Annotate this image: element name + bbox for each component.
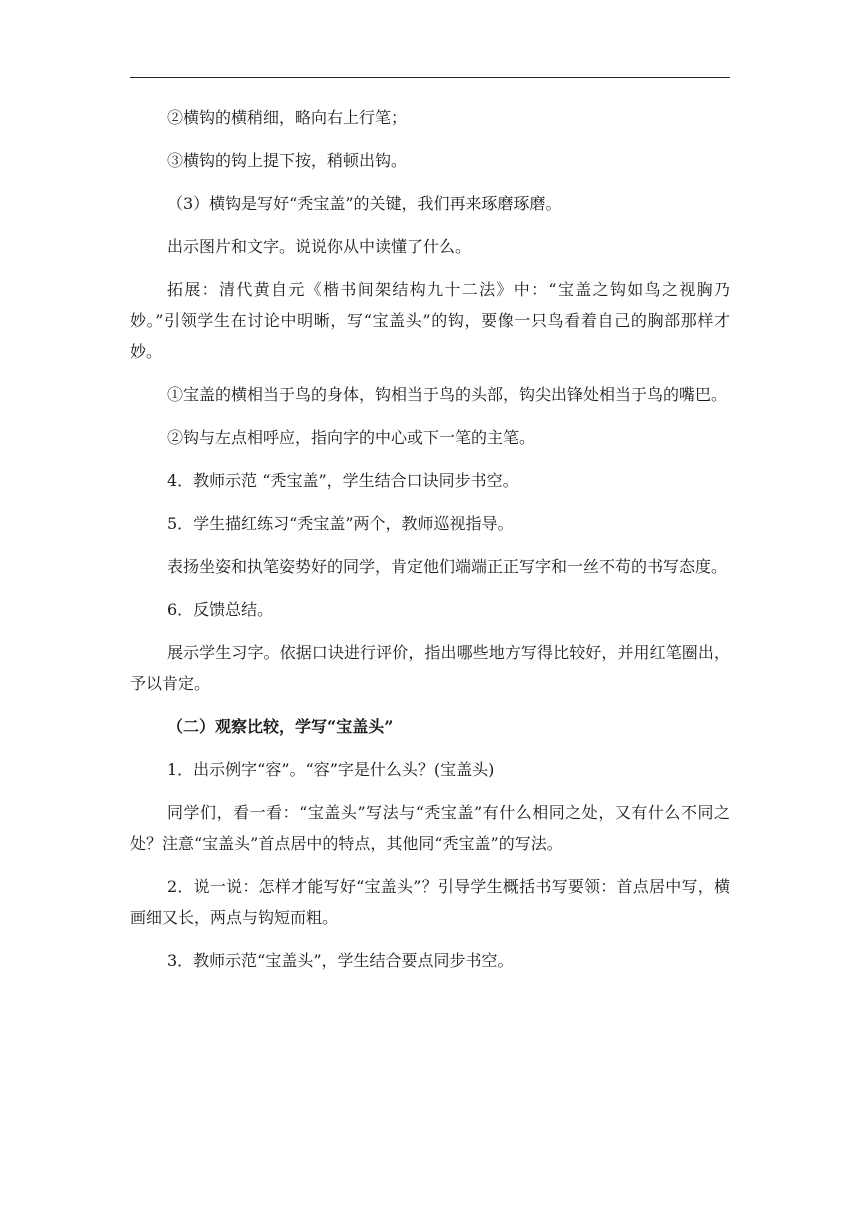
paragraph-praise: 表扬坐姿和执笔姿势好的同学，肯定他们端端正正写字和一丝不苟的书写态度。 xyxy=(167,557,728,576)
paragraph-showcase: 展示学生习字。依据口诀进行评价，指出哪些地方写得比较好，并用红笔圈出，予以肯定。 xyxy=(130,643,730,693)
paragraph-compare: 同学们，看一看：“宝盖头”写法与“秃宝盖”有什么相同之处，又有什么不同之处？注意“宝盖头”首点居中的特点，其他同“秃宝盖”的写法。 xyxy=(130,803,730,853)
paragraph-stroke-note-3: ③横钩的钩上提下按，稍顿出钩。 xyxy=(167,151,408,170)
paragraph-step-6: 6．反馈总结。 xyxy=(167,600,274,619)
paragraph-say: 2．说一说：怎样才能写好“宝盖头”？引导学生概括书写要领：首点居中写，横画细又长，两点与钩短而粗。 xyxy=(130,877,730,927)
paragraph-step-4: 4．教师示范 “秃宝盖”，学生结合口诀同步书空。 xyxy=(167,471,519,490)
paragraph-show-image: 出示图片和文字。说说你从中读懂了什么。 xyxy=(167,237,472,256)
paragraph-step-3: （3）横钩是写好“秃宝盖”的关键，我们再来琢磨琢磨。 xyxy=(167,194,562,213)
section-heading-2: （二）观察比较，学写“宝盖头” xyxy=(167,717,394,736)
paragraph-stroke-note-2: ②横钩的横稍细，略向右上行笔； xyxy=(167,108,408,127)
document-body xyxy=(130,102,730,988)
paragraph-extension: 拓展：清代黄自元《楷书间架结构九十二法》中：“宝盖之钩如鸟之视胸乃妙。”引领学生在讨论中明晰，写“宝盖头”的钩，要像一只鸟看着自己的胸部那样才妙。 xyxy=(130,280,730,361)
paragraph-example-char: 1．出示例字“容”。“容”字是什么头？(宝盖头) xyxy=(167,760,495,779)
paragraph-step-5: 5．学生描红练习“秃宝盖”两个，教师巡视指导。 xyxy=(167,514,514,533)
paragraph-bird-analogy-2: ②钩与左点相呼应，指向字的中心或下一笔的主笔。 xyxy=(167,428,536,447)
paragraph-demo: 3．教师示范“宝盖头”，学生结合要点同步书空。 xyxy=(167,951,514,970)
header-rule xyxy=(130,77,730,78)
paragraph-bird-analogy-1: ①宝盖的横相当于鸟的身体，钩相当于鸟的头部，钩尖出锋处相当于鸟的嘴巴。 xyxy=(167,385,728,404)
